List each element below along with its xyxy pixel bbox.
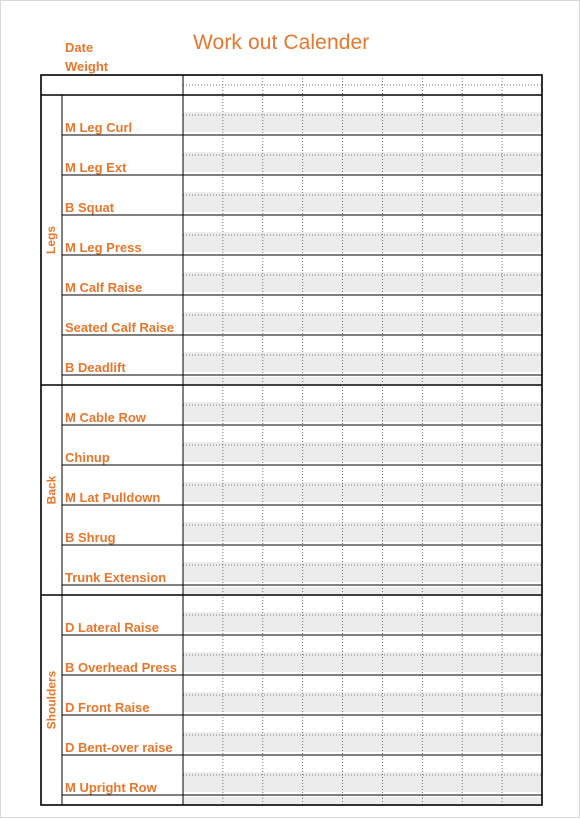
group-label-shoulders: [43, 595, 59, 805]
exercise-label: M Lat Pulldown: [65, 490, 161, 505]
shaded-entry-row: [183, 112, 542, 132]
exercise-label: D Lateral Raise: [65, 620, 159, 635]
shaded-entry-row: [183, 442, 542, 462]
shaded-tail-row: [183, 377, 542, 384]
group-label-legs: [43, 95, 59, 385]
shaded-entry-row: [183, 272, 542, 292]
group-label-text: Back: [44, 475, 58, 505]
exercise-label: B Shrug: [65, 530, 116, 545]
exercise-label: D Front Raise: [65, 700, 150, 715]
exercise-label: B Squat: [65, 200, 115, 215]
exercise-label: D Bent-over raise: [65, 740, 173, 755]
exercise-label: B Deadlift: [65, 360, 126, 375]
exercise-label: M Leg Curl: [65, 120, 133, 135]
shaded-entry-row: [183, 522, 542, 542]
shaded-entry-row: [183, 772, 542, 792]
group-label-text: Shoulders: [44, 670, 58, 730]
shaded-entry-row: [183, 232, 542, 252]
shaded-entry-row: [183, 312, 542, 332]
shaded-entry-row: [183, 482, 542, 502]
weight-label: Weight: [65, 59, 109, 74]
exercise-label: M Cable Row: [65, 410, 146, 425]
shaded-entry-row: [183, 732, 542, 752]
shaded-entry-row: [183, 402, 542, 422]
exercise-label: Trunk Extension: [65, 570, 167, 585]
shaded-entry-row: [183, 612, 542, 632]
exercise-label: M Leg Ext: [65, 160, 127, 175]
exercise-label: Seated Calf Raise: [65, 320, 175, 335]
shaded-tail-row: [183, 797, 542, 804]
exercise-label: B Overhead Press: [65, 660, 178, 675]
group-label-back: [43, 385, 59, 595]
shaded-entry-row: [183, 562, 542, 582]
date-label: Date: [65, 40, 94, 55]
page-title: Work out Calender: [193, 31, 370, 54]
shaded-entry-row: [183, 352, 542, 372]
group-label-text: Legs: [44, 225, 59, 255]
exercise-label: M Calf Raise: [65, 280, 143, 295]
shaded-tail-row: [183, 587, 542, 594]
exercise-label: Chinup: [65, 450, 110, 465]
shaded-entry-row: [183, 192, 542, 212]
exercise-label: M Upright Row: [65, 780, 157, 795]
shaded-entry-row: [183, 152, 542, 172]
shaded-entry-row: [183, 652, 542, 672]
exercise-label: M Leg Press: [65, 240, 142, 255]
shaded-entry-row: [183, 692, 542, 712]
